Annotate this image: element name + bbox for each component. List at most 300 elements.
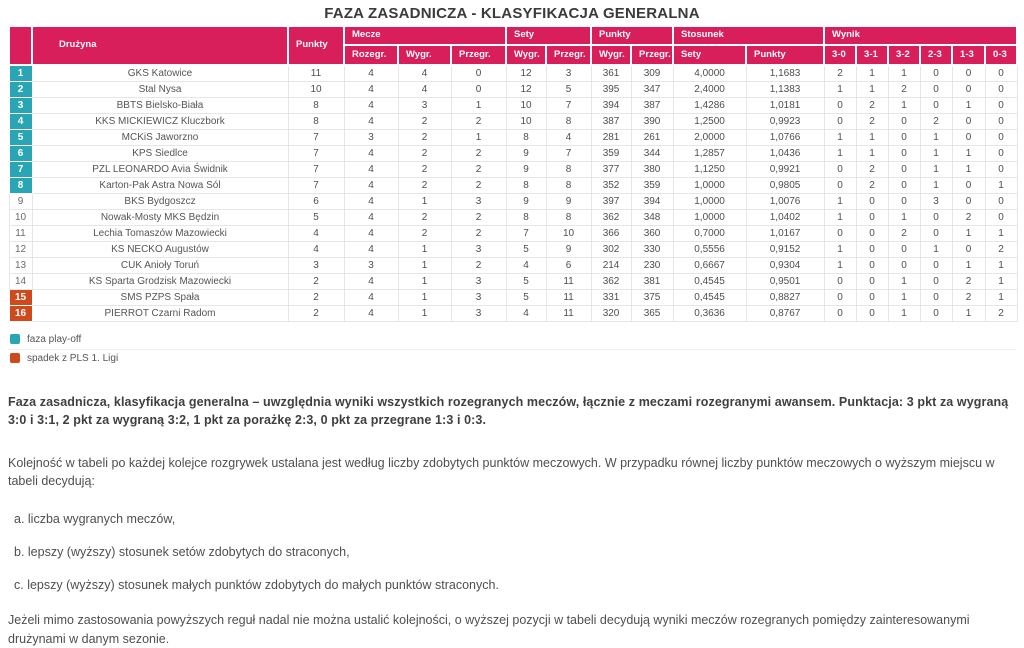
stat-cell: 1 [920, 177, 952, 193]
table-row [9, 97, 1017, 113]
stat-cell: 2 [856, 177, 888, 193]
stat-cell: 397 [591, 193, 631, 209]
stat-cell: 6 [288, 193, 344, 209]
tiebreaker-item: c. lepszy (wyższy) stosunek małych punktów zdobytych do małych punktów straconych. [14, 578, 499, 593]
col-sets-won: Wygr. [506, 45, 546, 65]
stat-cell: 0,4545 [673, 289, 746, 305]
stat-cell: 8 [546, 177, 591, 193]
stat-cell: 0,9501 [746, 273, 824, 289]
tiebreaker-list [14, 510, 1016, 594]
stat-cell: 2 [451, 225, 506, 241]
stat-cell: 359 [631, 177, 673, 193]
stat-cell: 1 [920, 145, 952, 161]
stat-cell: 2,4000 [673, 81, 746, 97]
stat-cell: 0 [856, 209, 888, 225]
col-0-3: 0-3 [985, 45, 1017, 65]
group-ratio: Stosunek [673, 26, 824, 45]
col-points: Punkty [288, 26, 344, 65]
stat-cell: 0 [952, 129, 985, 145]
col-ratio-points: Punkty [746, 45, 824, 65]
stat-cell: 0 [856, 193, 888, 209]
stat-cell: 3 [451, 273, 506, 289]
stat-cell: 380 [631, 161, 673, 177]
stat-cell: 377 [591, 161, 631, 177]
stat-cell: 9 [506, 193, 546, 209]
team-name: GKS Katowice [32, 65, 288, 81]
stat-cell: 1 [888, 209, 920, 225]
stat-cell: 0,9923 [746, 113, 824, 129]
stat-cell: 261 [631, 129, 673, 145]
stat-cell: 230 [631, 257, 673, 273]
stat-cell: 394 [631, 193, 673, 209]
stat-cell: 0 [985, 113, 1017, 129]
stat-cell: 1 [451, 129, 506, 145]
group-points: Punkty [591, 26, 673, 45]
stat-cell: 4 [506, 257, 546, 273]
position-badge: 10 [9, 209, 32, 225]
stat-cell: 0 [856, 241, 888, 257]
stat-cell: 0 [824, 305, 856, 321]
stat-cell: 2 [398, 129, 451, 145]
stat-cell: 0 [824, 225, 856, 241]
stat-cell: 4 [344, 65, 398, 81]
stat-cell: 2 [952, 209, 985, 225]
stat-cell: 390 [631, 113, 673, 129]
stat-cell: 0 [985, 129, 1017, 145]
stat-cell: 1,1250 [673, 161, 746, 177]
col-lost: Przegr. [451, 45, 506, 65]
col-pts-won: Wygr. [591, 45, 631, 65]
team-name: BKS Bydgoszcz [32, 193, 288, 209]
stat-cell: 11 [288, 65, 344, 81]
stat-cell: 309 [631, 65, 673, 81]
stat-cell: 10 [288, 81, 344, 97]
stat-cell: 1 [952, 305, 985, 321]
stat-cell: 0 [888, 161, 920, 177]
col-3-2: 3-2 [888, 45, 920, 65]
stat-cell: 0 [952, 113, 985, 129]
table-row [9, 81, 1017, 97]
stat-cell: 0 [824, 113, 856, 129]
stat-cell: 1 [888, 273, 920, 289]
team-name: KS Sparta Grodzisk Mazowiecki [32, 273, 288, 289]
stat-cell: 0 [985, 97, 1017, 113]
position-badge: 6 [9, 145, 32, 161]
stat-cell: 375 [631, 289, 673, 305]
stat-cell: 9 [506, 161, 546, 177]
stat-cell: 1 [824, 209, 856, 225]
page-title: FAZA ZASADNICZA - KLASYFIKACJA GENERALNA [324, 5, 700, 22]
group-matches: Mecze [344, 26, 506, 45]
stat-cell: 3 [451, 305, 506, 321]
stat-cell: 1,0402 [746, 209, 824, 225]
stat-cell: 1,0000 [673, 209, 746, 225]
stat-cell: 3 [344, 257, 398, 273]
legend-item-relegation [8, 350, 1016, 368]
stat-cell: 366 [591, 225, 631, 241]
stat-cell: 5 [288, 209, 344, 225]
stat-cell: 330 [631, 241, 673, 257]
table-header [9, 26, 1017, 65]
stat-cell: 1,2500 [673, 113, 746, 129]
stat-cell: 1 [856, 129, 888, 145]
stat-cell: 0,4545 [673, 273, 746, 289]
col-team: Drużyna [32, 26, 288, 65]
stat-cell: 4 [344, 289, 398, 305]
stat-cell: 359 [591, 145, 631, 161]
stat-cell: 1 [952, 97, 985, 113]
stat-cell: 1 [920, 161, 952, 177]
stat-cell: 281 [591, 129, 631, 145]
stat-cell: 1 [856, 81, 888, 97]
stat-cell: 8 [506, 129, 546, 145]
stat-cell: 1 [451, 97, 506, 113]
position-badge: 14 [9, 273, 32, 289]
stat-cell: 4 [344, 81, 398, 97]
stat-cell: 0,5556 [673, 241, 746, 257]
stat-cell: 1,0000 [673, 193, 746, 209]
team-name: Lechia Tomaszów Mazowiecki [32, 225, 288, 241]
stat-cell: 0 [856, 273, 888, 289]
stat-cell: 4 [344, 273, 398, 289]
legend-label: faza play-off [27, 333, 82, 345]
stat-cell: 1 [952, 161, 985, 177]
table-row [9, 145, 1017, 161]
stat-cell: 2 [824, 65, 856, 81]
stat-cell: 365 [631, 305, 673, 321]
stat-cell: 4 [344, 113, 398, 129]
stat-cell: 2 [451, 177, 506, 193]
stat-cell: 0 [888, 257, 920, 273]
stat-cell: 0 [920, 273, 952, 289]
stat-cell: 1 [888, 305, 920, 321]
stat-cell: 10 [506, 97, 546, 113]
stat-cell: 4 [344, 177, 398, 193]
stat-cell: 7 [546, 145, 591, 161]
stat-cell: 0,3636 [673, 305, 746, 321]
stat-cell: 0,6667 [673, 257, 746, 273]
team-name: Stal Nysa [32, 81, 288, 97]
stat-cell: 347 [631, 81, 673, 97]
stat-cell: 362 [591, 209, 631, 225]
col-sets-lost: Przegr. [546, 45, 591, 65]
position-badge: 1 [9, 65, 32, 81]
stat-cell: 2 [451, 161, 506, 177]
stat-cell: 4 [344, 97, 398, 113]
stat-cell: 2 [451, 113, 506, 129]
stat-cell: 6 [546, 257, 591, 273]
stat-cell: 1 [920, 241, 952, 257]
stat-cell: 4 [344, 145, 398, 161]
stat-cell: 1 [952, 257, 985, 273]
team-name: PZL LEONARDO Avia Świdnik [32, 161, 288, 177]
position-badge: 4 [9, 113, 32, 129]
stat-cell: 5 [506, 273, 546, 289]
table-row [9, 177, 1017, 193]
group-result: Wynik [824, 26, 1017, 45]
stat-cell: 8 [506, 177, 546, 193]
stat-cell: 4,0000 [673, 65, 746, 81]
stat-cell: 0 [888, 177, 920, 193]
stat-cell: 0,8767 [746, 305, 824, 321]
stat-cell: 7 [288, 177, 344, 193]
stat-cell: 4 [344, 225, 398, 241]
stat-cell: 1 [824, 129, 856, 145]
position-badge: 3 [9, 97, 32, 113]
stat-cell: 3 [451, 193, 506, 209]
stat-cell: 8 [546, 161, 591, 177]
stat-cell: 2 [856, 113, 888, 129]
stat-cell: 0 [920, 97, 952, 113]
position-badge: 13 [9, 257, 32, 273]
team-name: Karton-Pak Astra Nowa Sól [32, 177, 288, 193]
stat-cell: 1 [952, 145, 985, 161]
stat-cell: 2 [856, 161, 888, 177]
stat-cell: 381 [631, 273, 673, 289]
team-name: KS NECKO Augustów [32, 241, 288, 257]
stat-cell: 7 [506, 225, 546, 241]
team-name: SMS PZPS Spała [32, 289, 288, 305]
team-name: BBTS Bielsko-Biała [32, 97, 288, 113]
stat-cell: 361 [591, 65, 631, 81]
rules-intro-paragraph: Kolejność w tabeli po każdej kolejce rozgrywek ustalana jest według liczby zdobytych punktów meczowych. W przypadku równej liczby punktów meczowych o wyższym miejscu w tabeli decydują: [8, 455, 995, 488]
table-row [9, 193, 1017, 209]
position-badge: 9 [9, 193, 32, 209]
stat-cell: 0 [952, 193, 985, 209]
col-pts-lost: Przegr. [631, 45, 673, 65]
table-row [9, 129, 1017, 145]
stat-cell: 362 [591, 273, 631, 289]
stat-cell: 1 [824, 241, 856, 257]
stat-cell: 3 [451, 289, 506, 305]
stat-cell: 2 [856, 97, 888, 113]
stat-cell: 4 [344, 209, 398, 225]
position-badge: 5 [9, 129, 32, 145]
col-ratio-sets: Sety [673, 45, 746, 65]
stat-cell: 1 [985, 257, 1017, 273]
stat-cell: 0,9921 [746, 161, 824, 177]
stat-cell: 3 [451, 241, 506, 257]
stat-cell: 0,9304 [746, 257, 824, 273]
stat-cell: 348 [631, 209, 673, 225]
stat-cell: 4 [288, 241, 344, 257]
stat-cell: 0 [985, 145, 1017, 161]
stat-cell: 0 [824, 289, 856, 305]
stat-cell: 395 [591, 81, 631, 97]
stat-cell: 0 [985, 65, 1017, 81]
table-row [9, 161, 1017, 177]
stat-cell: 1 [824, 257, 856, 273]
stat-cell: 2 [888, 225, 920, 241]
stat-cell: 1 [985, 177, 1017, 193]
stat-cell: 0 [888, 193, 920, 209]
position-badge: 11 [9, 225, 32, 241]
stat-cell: 2 [398, 145, 451, 161]
col-3-1: 3-1 [856, 45, 888, 65]
stat-cell: 12 [506, 81, 546, 97]
stat-cell: 2 [888, 81, 920, 97]
stat-cell: 1 [398, 289, 451, 305]
stat-cell: 0 [824, 273, 856, 289]
playoff-color-swatch [10, 334, 20, 344]
stat-cell: 0 [888, 145, 920, 161]
stat-cell: 1 [824, 193, 856, 209]
position-badge: 2 [9, 81, 32, 97]
stat-cell: 0 [985, 193, 1017, 209]
stat-cell: 0 [920, 209, 952, 225]
legend [8, 331, 1016, 368]
corner-cell [9, 26, 32, 65]
team-name: KPS Siedlce [32, 145, 288, 161]
stat-cell: 8 [288, 97, 344, 113]
stat-cell: 0 [952, 177, 985, 193]
stat-cell: 1 [888, 97, 920, 113]
stat-cell: 2 [398, 177, 451, 193]
stat-cell: 3 [920, 193, 952, 209]
stat-cell: 1,0076 [746, 193, 824, 209]
stat-cell: 1,4286 [673, 97, 746, 113]
stat-cell: 0 [920, 65, 952, 81]
final-note-paragraph: Jeżeli mimo zastosowania powyższych reguł nadal nie można ustalić kolejności, o wyższej pozycji w tabeli decydują wyniki meczów rozegranych pomiędzy zainteresowanymi drużynami w danym sezonie. [8, 613, 970, 646]
stat-cell: 0 [920, 305, 952, 321]
stat-cell: 360 [631, 225, 673, 241]
tiebreaker-item: b. lepszy (wyższy) stosunek setów zdobytych do straconych, [14, 545, 350, 560]
stat-cell: 1 [398, 257, 451, 273]
stat-cell: 9 [546, 241, 591, 257]
stat-cell: 1 [985, 289, 1017, 305]
stat-cell: 1 [398, 193, 451, 209]
stat-cell: 1 [398, 305, 451, 321]
stat-cell: 8 [546, 209, 591, 225]
stat-cell: 352 [591, 177, 631, 193]
stat-cell: 11 [546, 273, 591, 289]
stat-cell: 0 [985, 209, 1017, 225]
relegation-color-swatch [10, 353, 20, 363]
stat-cell: 0 [888, 113, 920, 129]
stat-cell: 331 [591, 289, 631, 305]
stat-cell: 1 [856, 145, 888, 161]
stat-cell: 4 [398, 81, 451, 97]
legend-label: spadek z PLS 1. Ligi [27, 352, 119, 364]
stat-cell: 0 [888, 241, 920, 257]
stat-cell: 302 [591, 241, 631, 257]
stat-cell: 7 [546, 97, 591, 113]
stat-cell: 1 [856, 65, 888, 81]
stat-cell: 2 [952, 273, 985, 289]
stat-cell: 2 [398, 113, 451, 129]
stat-cell: 2 [451, 257, 506, 273]
stat-cell: 5 [506, 289, 546, 305]
table-row [9, 289, 1017, 305]
stat-cell: 0 [451, 65, 506, 81]
stat-cell: 0 [824, 97, 856, 113]
legend-item-playoff [8, 331, 1016, 350]
position-badge: 8 [9, 177, 32, 193]
stat-cell: 0 [824, 177, 856, 193]
team-name: KKS MICKIEWICZ Kluczbork [32, 113, 288, 129]
stat-cell: 1 [824, 145, 856, 161]
stat-cell: 1 [952, 225, 985, 241]
stat-cell: 2 [451, 209, 506, 225]
stat-cell: 10 [546, 225, 591, 241]
stat-cell: 0 [920, 257, 952, 273]
stat-cell: 2 [985, 305, 1017, 321]
stat-cell: 4 [398, 65, 451, 81]
stat-cell: 1 [920, 129, 952, 145]
table-row [9, 257, 1017, 273]
col-3-0: 3-0 [824, 45, 856, 65]
team-name: Nowak-Mosty MKS Będzin [32, 209, 288, 225]
stat-cell: 4 [344, 241, 398, 257]
stat-cell: 2 [398, 161, 451, 177]
stat-cell: 0 [856, 225, 888, 241]
stat-cell: 3 [344, 129, 398, 145]
col-1-3: 1-3 [952, 45, 985, 65]
stat-cell: 1 [398, 273, 451, 289]
stat-cell: 1 [824, 81, 856, 97]
stat-cell: 1,0181 [746, 97, 824, 113]
stat-cell: 0 [451, 81, 506, 97]
stat-cell: 0 [824, 161, 856, 177]
stat-cell: 8 [288, 113, 344, 129]
stat-cell: 0 [920, 225, 952, 241]
team-name: MCKiS Jaworzno [32, 129, 288, 145]
stat-cell: 0 [920, 289, 952, 305]
stat-cell: 1 [398, 241, 451, 257]
stat-cell: 2 [288, 305, 344, 321]
stat-cell: 1 [985, 273, 1017, 289]
stat-cell: 11 [546, 305, 591, 321]
stat-cell: 1,0436 [746, 145, 824, 161]
stat-cell: 0,8827 [746, 289, 824, 305]
table-row [9, 225, 1017, 241]
table-row [9, 273, 1017, 289]
stat-cell: 387 [591, 113, 631, 129]
stat-cell: 4 [288, 225, 344, 241]
tiebreaker-item: a. liczba wygranych meczów, [14, 512, 176, 526]
stat-cell: 8 [506, 209, 546, 225]
stat-cell: 0 [952, 81, 985, 97]
stat-cell: 0,7000 [673, 225, 746, 241]
standings-table [8, 25, 1018, 322]
stat-cell: 2 [288, 273, 344, 289]
stat-cell: 394 [591, 97, 631, 113]
stat-cell: 8 [546, 113, 591, 129]
team-name: CUK Anioły Toruń [32, 257, 288, 273]
header-group-row [9, 26, 1017, 45]
stat-cell: 2 [985, 241, 1017, 257]
stat-cell: 4 [546, 129, 591, 145]
stat-cell: 0 [856, 289, 888, 305]
stat-cell: 1 [985, 225, 1017, 241]
stat-cell: 1,0000 [673, 177, 746, 193]
stat-cell: 7 [288, 129, 344, 145]
stat-cell: 0 [920, 81, 952, 97]
stat-cell: 0,9152 [746, 241, 824, 257]
stat-cell: 0,9805 [746, 177, 824, 193]
stat-cell: 0 [888, 129, 920, 145]
stat-cell: 7 [288, 161, 344, 177]
stat-cell: 0 [985, 161, 1017, 177]
position-badge: 16 [9, 305, 32, 321]
table-row [9, 113, 1017, 129]
stat-cell: 1 [888, 65, 920, 81]
stat-cell: 1,1683 [746, 65, 824, 81]
stat-cell: 1,1383 [746, 81, 824, 97]
lead-paragraph: Faza zasadnicza, klasyfikacja generalna – uwzględnia wyniki wszystkich rozegranych meczów, łącznie z meczami rozegranymi awansem. Punktacja: 3 pkt za wygraną 3:0 i 3:1, 2 pkt za wygraną 3:2, 1 pkt za porażkę 2:3, 0 pkt za przegrane 1:3 i 0:3. [8, 394, 1009, 427]
stat-cell: 0 [952, 65, 985, 81]
stat-cell: 4 [344, 161, 398, 177]
